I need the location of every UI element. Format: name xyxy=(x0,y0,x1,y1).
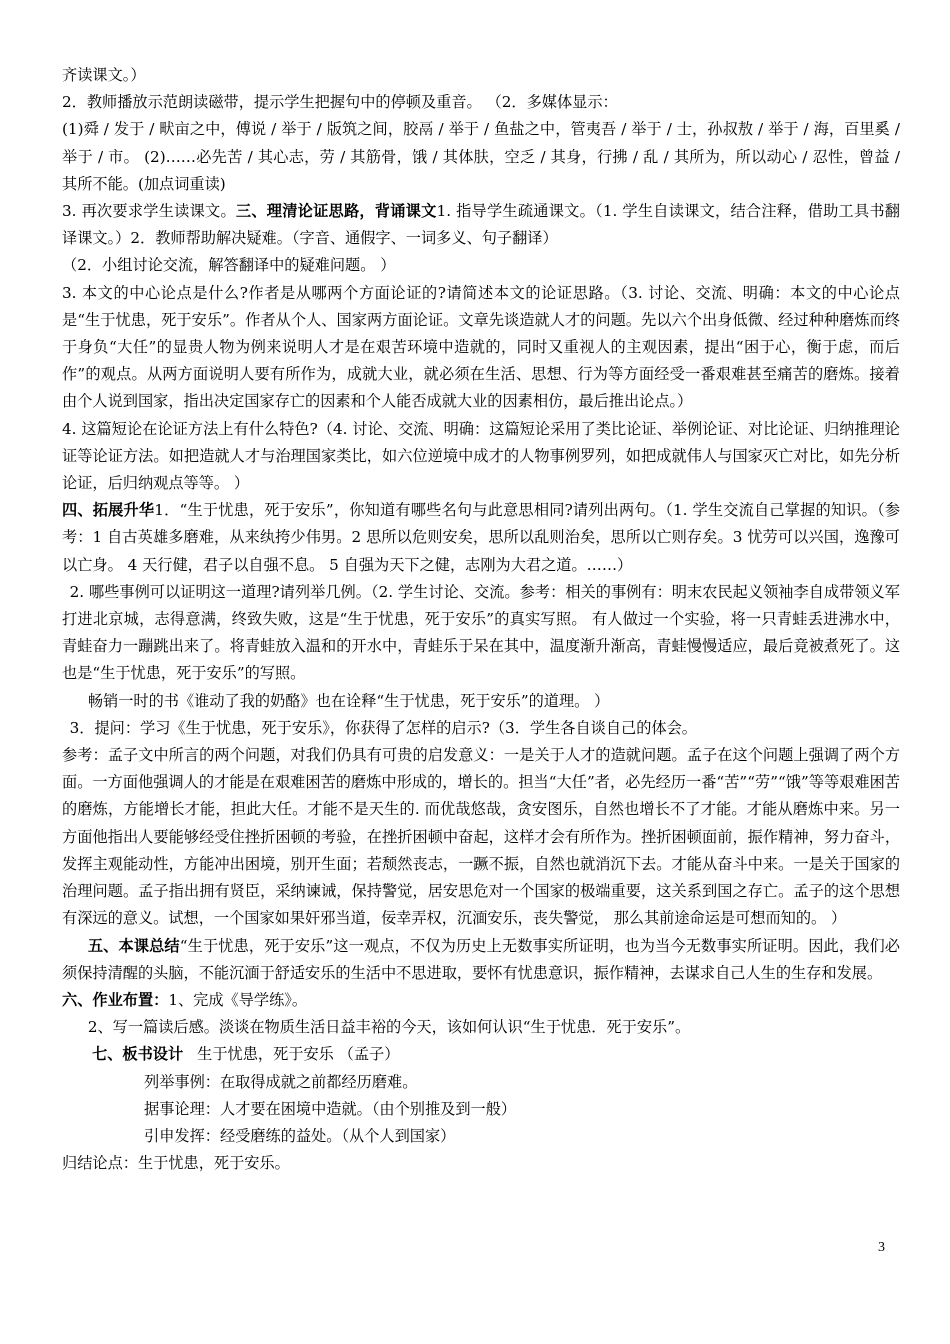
paragraph xyxy=(62,198,900,252)
section-heading: 六、作业布置： xyxy=(62,990,169,1009)
document-body xyxy=(62,62,900,1177)
paragraph: 列举事例：在取得成就之前都经历磨难。 xyxy=(144,1072,418,1091)
paragraph: 4. 这篇短论在论证方法上有什么特色?（4. 讨论、交流、明确：这篇短论采用了类比论证、举例论证、对比论证、归纳推理论证等论证方法。如把造就人才与治理国家类比，如六位逆境中成才的人物事例罗列，如把成就伟人与国家灭亡对比，如先分析论证，后归纳观点等等。 ） xyxy=(62,419,900,493)
paragraph: 引申发挥：经受磨练的益处。（从个人到国家） xyxy=(144,1126,456,1145)
paragraph: 2. 哪些事例可以证明这一道理?请列举几例。（2. 学生讨论、交流。参考：相关的事例有：明末农民起义领袖李自成带领义军打进北京城，志得意满，终致失败，这是“生于忧患，死于安乐”的真实写照。 有人做过一个实验，将一只青蛙丢进沸水中，青蛙奋力一蹦跳出来了。将青蛙放入温和的开水中，青蛙乐于呆在其中，温度渐升渐高，青蛙慢慢适应，最后竟被煮死了。这也是“生于忧患，死于安乐”的写照。 xyxy=(62,582,900,683)
paragraph xyxy=(62,933,900,987)
section-heading: 七、板书设计 xyxy=(92,1045,184,1064)
paragraph: 据事论理：人才要在困境中造就。（由个别推及到一般） xyxy=(144,1099,517,1118)
paragraph xyxy=(62,497,900,579)
paragraph: 2、写一篇读后感。淡谈在物质生活日益丰裕的今天，该如何认识“生于忧患．死于安乐”。 xyxy=(87,1018,691,1037)
paragraph xyxy=(62,1041,900,1068)
paragraph: （2．小组讨论交流，解答翻译中的疑难问题。 ） xyxy=(62,256,396,275)
text: 1. 指导学生疏通课文。（1. 学生自读课文，结合注释，借助工具书翻译课文。）2．教师帮助解决疑难。（字音、通假字、一词多义、句子翻译） xyxy=(62,202,900,248)
text: 1、完成《导学练》。 xyxy=(168,990,308,1009)
text: 1．“生于忧患，死于安乐”，你知道有哪些名句与此意思相同?请列出两句。（1. 学生交流自己掌握的知识。（参考：1 自古英雄多磨难，从来纨挎少伟男。2 思所以危则安矣，思所以乱则治矣，思所以亡则存矣。3 忧劳可以兴国，逸豫可以亡身。 4 天行健，君子以自强不息。 5 自强为天下之健，志刚为大君之道。……） xyxy=(62,501,901,574)
paragraph: 畅销一时的书《谁动了我的奶酪》也在诠释“生于忧患，死于安乐”的道理。 ） xyxy=(87,691,610,710)
paragraph: 3．提问：学习《生于忧患，死于安乐》，你获得了怎样的启示?（3．学生各自谈自己的体会。 xyxy=(69,718,697,737)
section-heading: 五、本课总结 xyxy=(87,936,180,955)
text: 3. 再次要求学生读课文。 xyxy=(62,202,236,221)
paragraph: (1)舜 / 发于 / 畎亩之中，傅说 / 举于 / 版筑之间，胶鬲 / 举于 / 鱼盐之中，管夷吾 / 举于 / 士，孙叔敖 / 举于 / 海，百里奚 / 举于 / 市。 (2)……必先苦 / 其心志，劳 / 其筋骨，饿 / 其体肤，空乏 / 其身，行拂 / 乱 / 其所为，所以动心 / 忍性，曾益 / 其所不能。(加点词重读) xyxy=(62,120,900,193)
text: “生于忧患，死于安乐”这一观点，不仅为历史上无数事实所证明，也为当今无数事实所证明。因此，我们必须保持清醒的头脑，不能沉湎于舒适安乐的生活中不思进取，要怀有忧患意识，振作精神，去谋求自己人生的生存和发展。 xyxy=(62,936,900,982)
text: 生于忧患，死于安乐 （孟子） xyxy=(197,1045,400,1064)
paragraph: 2．教师播放示范朗读磁带，提示学生把握句中的停顿及重音。 （2．多媒体显示： xyxy=(62,93,618,112)
paragraph xyxy=(62,987,900,1014)
paragraph: 3. 本文的中心论点是什么?作者是从哪两个方面论证的?请简述本文的论证思路。（3. 讨论、交流、明确：本文的中心论点是“生于忧患，死于安乐”。作者从个人、国家两方面论证。文章先谈造就人才的问题。先以六个出身低微、经过种种磨炼而终于身负“大任”的显贵人物为例来说明人才是在艰苦环境中造就的，同时又重视人的主观因素，提出“困于心，衡于虑，而后作”的观点。从两方面说明人要有所作为，成就大业，就必须在生活、思想、行为等方面经受一番艰难甚至痛苦的磨炼。接着由个人说到国家，指出决定国家存亡的因素和个人能否成就大业的因素相仿，最后推出论点。） xyxy=(62,283,900,411)
section-heading: 四、拓展升华 xyxy=(62,501,155,520)
paragraph: 参考：孟子文中所言的两个问题，对我们仍具有可贵的启发意义：一是关于人才的造就问题。孟子在这个问题上强调了两个方面。一方面他强调人的才能是在艰难困苦的磨炼中形成的，增长的。担当“大任”者，必先经历一番“苦”“劳”“饿”等等艰难困苦的磨炼，方能增长才能，担此大任。才能不是天生的. 而优哉悠哉，贪安图乐，自然也增长不了才能。才能从磨炼中来。另一方面他指出人要能够经受住挫折困顿的考验，在挫折困顿中奋起，这样才会有所作为。挫折困顿面前，振作精神，努力奋斗，发挥主观能动性，方能冲出困境，别开生面；若颓然丧志，一蹶不振，自然也就消沉下去。才能从奋斗中来。一是关于国家的治理问题。孟子指出拥有贤臣，采纳谏诫，保持警觉，居安思危对一个国家的极端重要，这关系到国之存亡。孟子的这个思想有深远的意义。试想，一个国家如果奸邪当道，佞幸弄权，沉湎安乐，丧失警觉， 那么其前途命运是可想而知的。 ） xyxy=(62,746,900,928)
paragraph: 齐读课文。） xyxy=(62,66,146,84)
paragraph: 归结论点：生于忧患，死于安乐。 xyxy=(62,1154,290,1173)
page-number: 3 xyxy=(878,1240,885,1255)
section-heading: 三、理清论证思路，背诵课文 xyxy=(235,202,437,221)
